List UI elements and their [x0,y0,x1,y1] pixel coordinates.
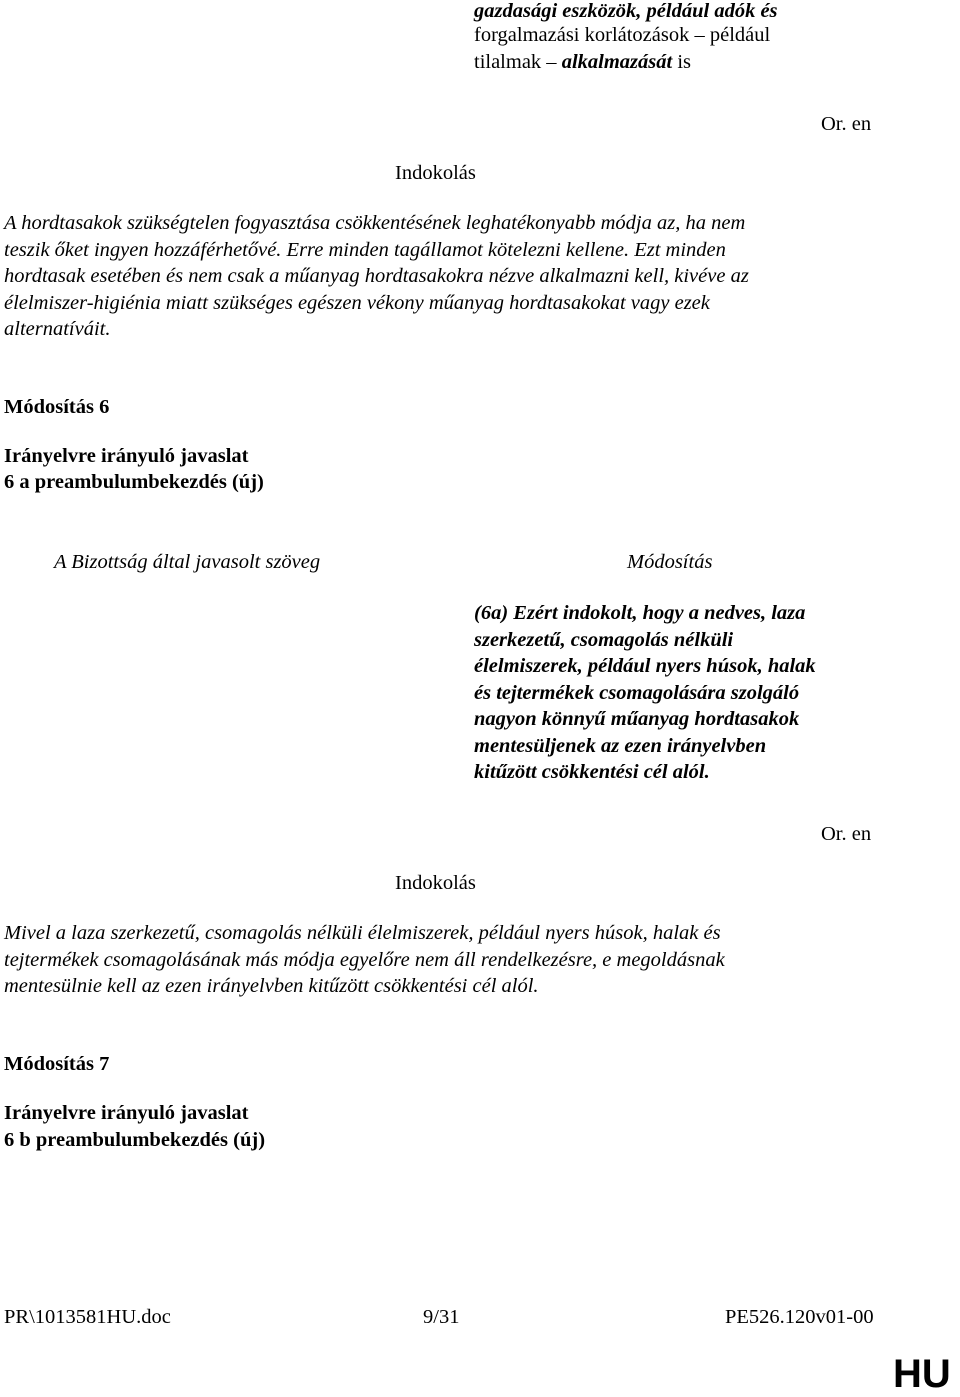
amendment-6-title: Módosítás 6 [4,396,110,418]
amendment-6-line: mentesüljenek az ezen irányelvben [474,734,767,757]
amendment-6-proposal: Irányelvre irányuló javaslat [4,445,249,467]
amendment-6-line: élelmiszerek, például nyers húsok, halak [474,655,816,677]
original-language-2: Or. en [821,823,872,845]
justification-1-line: A hordtasakok szükségtelen fogyasztása csökkentésének leghatékonyabb módja az, ha nem [4,212,746,234]
justification-text-1 [4,210,884,343]
justification-1-line: alternatíváit. [4,318,111,340]
top-fragment-line-2: forgalmazási korlátozások – például [474,24,771,46]
top-fragment-line-3-pre: tilalmak – [474,51,562,73]
amendment-7-recital: 6 b preambulumbekezdés (új) [4,1129,266,1151]
justification-2-line: mentesülnie kell az ezen irányelvben kitűzött csökkentési cél alól. [4,975,539,997]
amendment-6-line: (6a) Ezért indokolt, hogy a nedves, laza [474,602,806,624]
top-fragment-line-3-post: is [672,51,691,73]
justification-2-line: Mivel a laza szerkezetű, csomagolás nélküli élelmiszerek, például nyers húsok, halak és [4,922,721,944]
amendment-6-line: nagyon könnyű műanyag hordtasakok [474,708,800,730]
top-fragment-line-3 [474,49,894,76]
column-header-commission-text: A Bizottság által javasolt szöveg [54,551,321,573]
footer-page-number: 9/31 [423,1306,460,1328]
amendment-6-recital: 6 a preambulumbekezdés (új) [4,471,264,493]
footer-doc-reference: PR\1013581HU.doc [4,1306,171,1328]
footer-language-code: HU [893,1352,951,1396]
original-language-1: Or. en [821,113,872,135]
amendment-6-line: és tejtermékek csomagolására szolgáló [474,681,800,704]
top-fragment-line-3-emphasis: alkalmazását [561,51,673,73]
justification-heading-1: Indokolás [395,162,476,184]
amendment-6-line: szerkezetű, csomagolás nélküli [474,628,734,651]
amendment-6-line: kitűzött csökkentési cél alól. [474,761,710,783]
justification-2-line: tejtermékek csomagolásának más módja egyelőre nem áll rendelkezésre, e megoldásnak [4,948,725,971]
justification-heading-2: Indokolás [395,872,476,894]
justification-1-line: hordtasak esetében és nem csak a műanyag hordtasakokra nézve alkalmazni kell, kivéve az [4,265,749,287]
amendment-6-text [474,600,894,786]
justification-text-2 [4,920,884,1000]
footer-pe-reference: PE526.120v01-00 [725,1306,874,1328]
justification-1-line: teszik őket ingyen hozzáférhetővé. Erre minden tagállamot kötelezni kellene. Ezt minden [4,238,726,261]
justification-1-line: élelmiszer-higiénia miatt szükséges egészen vékony műanyag hordtasakokat vagy ezek [4,291,710,314]
amendment-7-proposal: Irányelvre irányuló javaslat [4,1102,249,1124]
column-header-amendment: Módosítás [627,551,713,573]
top-fragment-line-1: gazdasági eszközök, például adók és [474,0,778,22]
amendment-7-title: Módosítás 7 [4,1053,110,1075]
